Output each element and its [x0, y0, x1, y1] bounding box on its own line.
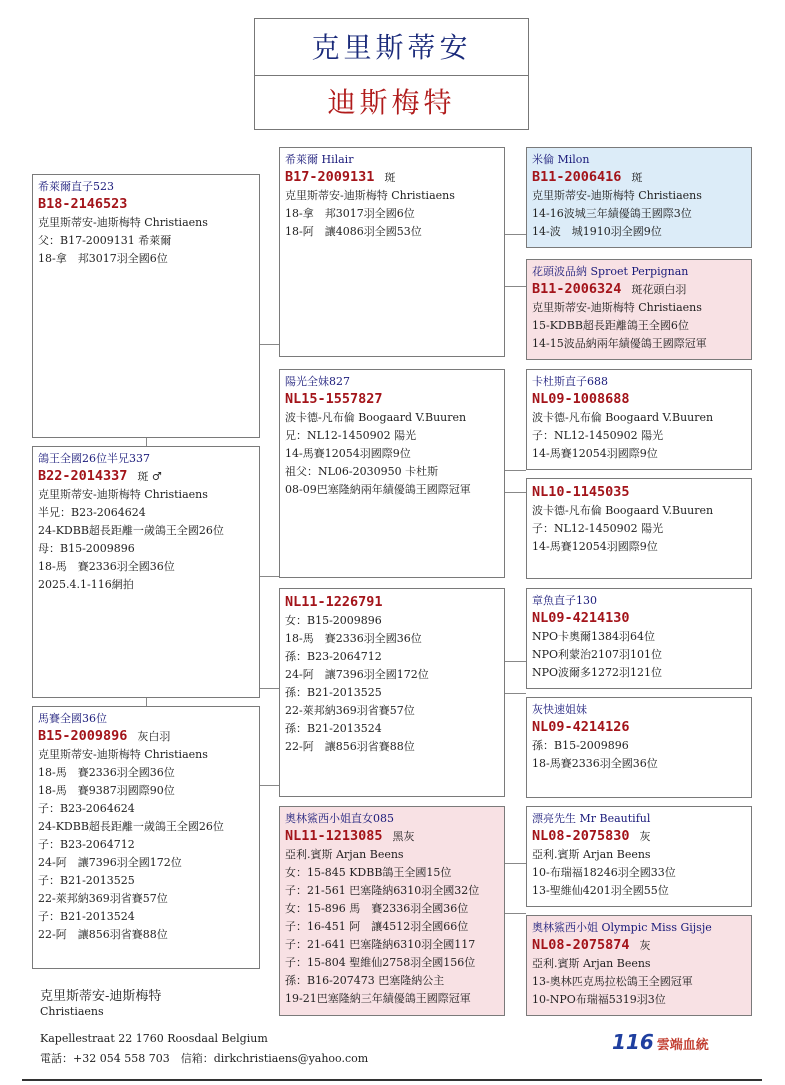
- info-line: 孫：B21-2013525: [285, 686, 382, 699]
- logo-number: 116: [612, 1030, 654, 1054]
- info-line: NPO波爾多1272羽121位: [532, 666, 663, 679]
- info-line: 22-阿 讓856羽省賽88位: [38, 928, 168, 941]
- info-line: 子：B23-2064712: [38, 838, 135, 851]
- info-line: 孫：B16-207473 巴塞隆納公主: [285, 974, 445, 987]
- pigeon-card-dsd[interactable]: [526, 697, 752, 798]
- info-line: 14-15波品納兩年績優鴿王國際冠軍: [532, 337, 707, 350]
- connector-line: [504, 234, 526, 235]
- ring-number: NL09-1008688: [532, 391, 630, 407]
- info-line: 女：15-845 KDBB鴿王全國15位: [285, 866, 452, 879]
- info-line: 15-KDBB超長距離鴿王全國6位: [532, 319, 689, 332]
- info-line: 18-馬賽2336羽全國36位: [532, 757, 658, 770]
- pigeon-color: 黑灰: [392, 830, 415, 843]
- info-line: 18-拿 邦3017羽全國6位: [38, 252, 168, 265]
- connector-line: [504, 492, 526, 493]
- pigeon-name: 希萊爾 Hilair: [285, 153, 354, 166]
- info-line: 亞利.賓斯 Arjan Beens: [532, 957, 651, 970]
- info-line: NPO卡奧爾1384羽64位: [532, 630, 656, 643]
- info-line: 22-萊邦納369羽省賽57位: [285, 704, 415, 717]
- pigeon-color: 灰: [639, 830, 651, 843]
- info-line: 14-16波城三年績優鴿王國際3位: [532, 207, 692, 220]
- info-line: 子：21-561 巴塞隆納6310羽全國32位: [285, 884, 480, 897]
- info-line: 24-阿 讓7396羽全國172位: [38, 856, 182, 869]
- info-line: 父：B17-2009131 希萊爾: [38, 234, 172, 247]
- connector-line: [504, 693, 526, 694]
- logo: [612, 1030, 722, 1058]
- connector-line: [504, 913, 526, 914]
- ring-number: NL08-2075830: [532, 828, 630, 844]
- info-line: 克里斯蒂安-迪斯梅特 Christiaens: [38, 748, 208, 761]
- info-line: 亞利.賓斯 Arjan Beens: [532, 848, 651, 861]
- pigeon-card-main[interactable]: [32, 446, 260, 698]
- ring-number: NL15-1557827: [285, 391, 383, 407]
- info-line: 克里斯蒂安-迪斯梅特 Christiaens: [285, 189, 455, 202]
- pigeon-name: 米倫 Milon: [532, 153, 590, 166]
- info-line: 14-波 城1910羽全國9位: [532, 225, 662, 238]
- info-line: 亞利.賓斯 Arjan Beens: [285, 848, 404, 861]
- pigeon-color: 斑花頭白羽: [631, 283, 687, 296]
- connector-line: [504, 286, 526, 287]
- breeder-contact: 電話：+32 054 558 703 信箱：dirkchristiaens@yahoo.com: [40, 1052, 369, 1065]
- info-line: 18-馬 賽2336羽全國36位: [285, 632, 422, 645]
- pigeon-color: 灰白羽: [137, 730, 171, 743]
- info-line: 24-KDBB超長距離一歲鴿王全國26位: [38, 524, 224, 537]
- info-line: 18-阿 讓4086羽全國53位: [285, 225, 422, 238]
- breeder-address: Kapellestraat 22 1760 Roosdaal Belgium: [40, 1032, 268, 1045]
- info-line: 13-聖維仙4201羽全國55位: [532, 884, 669, 897]
- info-line: 波卡德-凡布倫 Boogaard V.Buuren: [532, 411, 714, 424]
- pigeon-card-sdd[interactable]: [526, 478, 752, 579]
- pigeon-name: 陽光全妹827: [285, 375, 350, 388]
- ring-number: NL11-1226791: [285, 594, 383, 610]
- pigeon-name: 卡杜斯直子688: [532, 375, 608, 388]
- pigeon-name: 漂亮先生 Mr Beautiful: [532, 812, 651, 825]
- info-line: 女：B15-2009896: [285, 614, 382, 627]
- info-line: 女：15-896 馬 賽2336羽全國36位: [285, 902, 469, 915]
- ring-number: NL08-2075874: [532, 937, 630, 953]
- pigeon-name: 希萊爾直子523: [38, 180, 114, 193]
- info-line: 子：B21-2013524: [38, 910, 135, 923]
- ring-number: NL09-4214130: [532, 610, 630, 626]
- connector-line: [504, 470, 526, 471]
- pigeon-name: 奧林鯊西小姐 Olympic Miss Gijsje: [532, 921, 712, 934]
- connector-line: [259, 576, 279, 577]
- info-line: 半兄：B23-2064624: [38, 506, 146, 519]
- info-line: 2025.4.1-116網拍: [38, 578, 134, 591]
- breeder-name-en: Christiaens: [40, 1005, 104, 1018]
- info-line: 10-NPO布瑞福5319羽3位: [532, 993, 666, 1006]
- pigeon-name: 章魚直子130: [532, 594, 597, 607]
- connector-line: [259, 785, 279, 786]
- info-line: 18-馬 賽2336羽全國36位: [38, 766, 175, 779]
- info-line: 克里斯蒂安-迪斯梅特 Christiaens: [532, 301, 702, 314]
- info-line: 14-馬賽12054羽國際9位: [285, 447, 411, 460]
- info-line: 22-萊邦納369羽省賽57位: [38, 892, 168, 905]
- connector-line: [504, 863, 526, 864]
- pigeon-card-sire[interactable]: [32, 174, 260, 438]
- info-line: 24-阿 讓7396羽全國172位: [285, 668, 429, 681]
- info-line: 孫：B23-2064712: [285, 650, 382, 663]
- info-line: 24-KDBB超長距離一歲鴿王全國26位: [38, 820, 224, 833]
- info-line: 子：B21-2013525: [38, 874, 135, 887]
- info-line: 08-09巴塞隆納兩年績優鴿王國際冠軍: [285, 483, 471, 496]
- connector-line: [259, 688, 279, 689]
- ring-number: B18-2146523: [38, 196, 128, 212]
- pigeon-name: 灰快速姐妹: [532, 703, 587, 716]
- info-line: 10-布瑞福18246羽全國33位: [532, 866, 676, 879]
- pigeon-card-sss[interactable]: [526, 147, 752, 248]
- breeder-title: 克里斯蒂安: [255, 19, 528, 76]
- info-line: 18-拿 邦3017羽全國6位: [285, 207, 415, 220]
- ring-number: NL09-4214126: [532, 719, 630, 735]
- info-line: 14-馬賽12054羽國際9位: [532, 540, 658, 553]
- pigeon-color: 斑: [384, 171, 396, 184]
- ring-number: NL11-1213085: [285, 828, 383, 844]
- info-line: 子：NL12-1450902 陽光: [532, 522, 664, 535]
- ring-number: NL10-1145035: [532, 484, 630, 500]
- breeder-name: 克里斯蒂安-迪斯梅特: [40, 989, 162, 1004]
- pigeon-card-ddd[interactable]: [526, 915, 752, 1016]
- info-line: 子：15-804 聖維仙2758羽全國156位: [285, 956, 476, 969]
- connector-line: [259, 344, 279, 345]
- info-line: 波卡德-凡布倫 Boogaard V.Buuren: [285, 411, 467, 424]
- pigeon-color: 灰: [639, 939, 651, 952]
- pigeon-card-sire-sire[interactable]: [279, 147, 505, 357]
- pigeon-color: 斑: [631, 171, 643, 184]
- info-line: NPO利蒙治2107羽101位: [532, 648, 663, 661]
- info-line: 克里斯蒂安-迪斯梅特 Christiaens: [532, 189, 702, 202]
- pigeon-name: 鴿王全國26位半兄337: [38, 452, 150, 465]
- connector-line: [146, 697, 147, 706]
- pigeon-card-dam[interactable]: [32, 706, 260, 969]
- ring-number: B17-2009131: [285, 169, 375, 185]
- logo-text: 雲端血統: [656, 1038, 709, 1053]
- pigeon-card-dds[interactable]: [526, 806, 752, 907]
- breeder-subtitle: 迪斯梅特: [327, 86, 456, 119]
- info-line: 14-馬賽12054羽國際9位: [532, 447, 658, 460]
- pigeon-name: 奧林鯊西小姐直女085: [285, 812, 394, 825]
- connector-line: [146, 437, 147, 446]
- info-line: 子：NL12-1450902 陽光: [532, 429, 664, 442]
- pigeon-name: 花頭波品納 Sproet Perpignan: [532, 265, 689, 278]
- info-line: 22-阿 讓856羽省賽88位: [285, 740, 415, 753]
- pigeon-card-sds[interactable]: [526, 369, 752, 470]
- info-line: 波卡德-凡布倫 Boogaard V.Buuren: [532, 504, 714, 517]
- ring-number: B11-2006416: [532, 169, 622, 185]
- ring-number: B22-2014337: [38, 468, 128, 484]
- info-line: 19-21巴塞隆納三年績優鴿王國際冠軍: [285, 992, 471, 1005]
- info-line: 子：21-641 巴塞隆納6310羽全國117: [285, 938, 476, 951]
- pigeon-card-dam-dam[interactable]: [279, 806, 505, 1016]
- ring-number: B15-2009896: [38, 728, 128, 744]
- bottom-rule: [22, 1079, 762, 1081]
- info-line: 兄：NL12-1450902 陽光: [285, 429, 417, 442]
- pigeon-card-dss[interactable]: [526, 588, 752, 689]
- pigeon-card-dam-sire[interactable]: [279, 588, 505, 797]
- ring-number: B11-2006324: [532, 281, 622, 297]
- info-line: 子：16-451 阿 讓4512羽全國66位: [285, 920, 469, 933]
- pigeon-card-ssd[interactable]: [526, 259, 752, 360]
- info-line: 孫：B15-2009896: [532, 739, 629, 752]
- info-line: 克里斯蒂安-迪斯梅特 Christiaens: [38, 488, 208, 501]
- info-line: 孫：B21-2013524: [285, 722, 382, 735]
- connector-line: [504, 661, 526, 662]
- info-line: 克里斯蒂安-迪斯梅特 Christiaens: [38, 216, 208, 229]
- pedigree-header: [254, 18, 529, 130]
- info-line: 18-馬 賽2336羽全國36位: [38, 560, 175, 573]
- info-line: 子：B23-2064624: [38, 802, 135, 815]
- info-line: 18-馬 賽9387羽國際90位: [38, 784, 175, 797]
- pigeon-name: 馬賽全國36位: [38, 712, 107, 725]
- info-line: 13-奧林匹克馬拉松鴿王全國冠軍: [532, 975, 693, 988]
- pigeon-color: 斑 ♂: [137, 470, 162, 483]
- info-line: 祖父：NL06-2030950 卡杜斯: [285, 465, 439, 478]
- pigeon-card-sire-dam[interactable]: [279, 369, 505, 578]
- info-line: 母：B15-2009896: [38, 542, 135, 555]
